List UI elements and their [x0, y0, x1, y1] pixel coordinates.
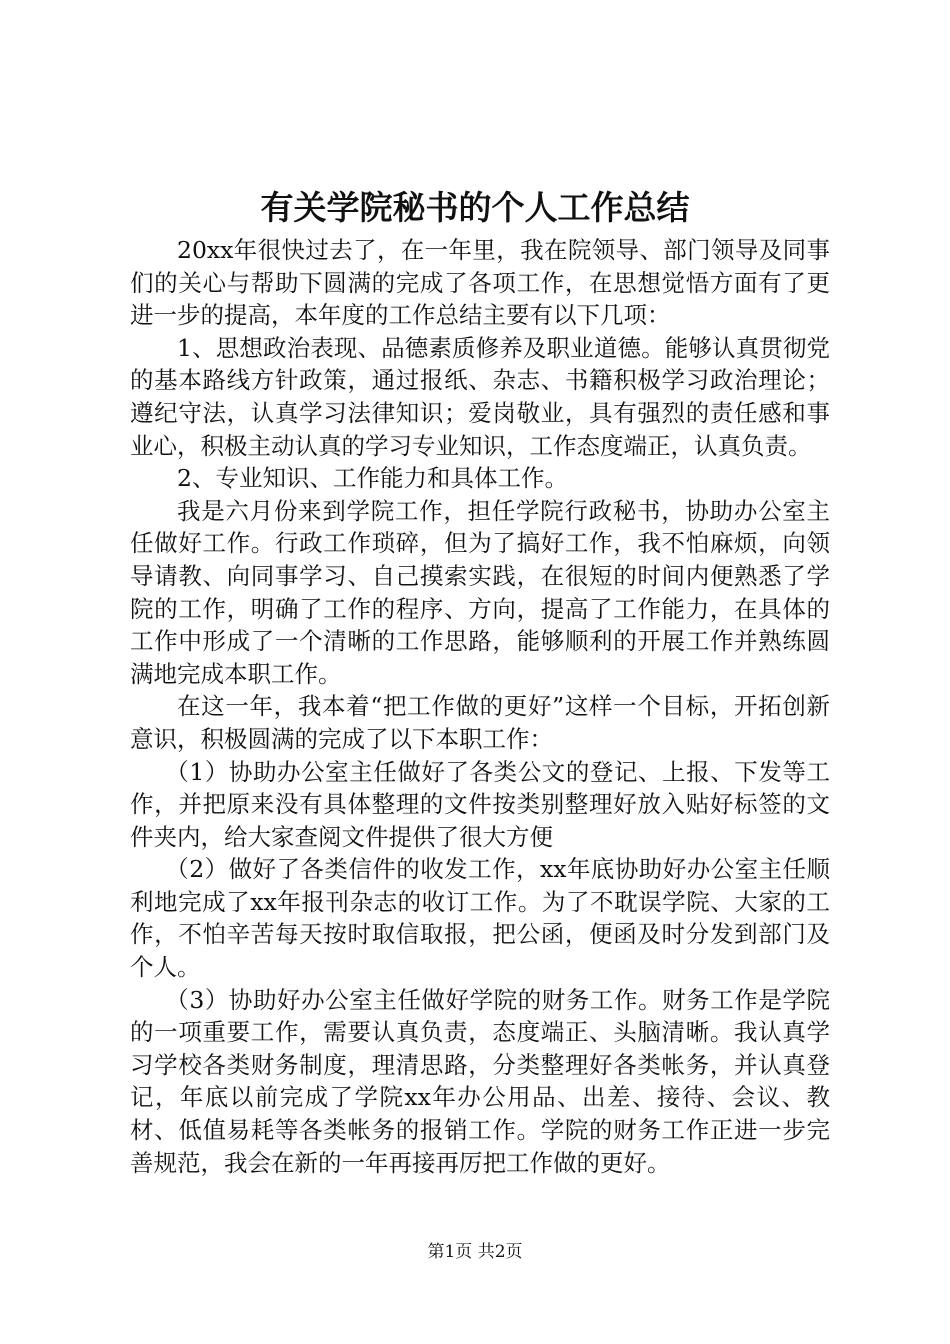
paragraph-intro: 20xx年很快过去了，在一年里，我在院领导、部门领导及同事们的关心与帮助下圆满的完成了各项工作，在思想觉悟方面有了更进一步的提高，本年度的工作总结主要有以下几项： — [130, 236, 830, 330]
document-title: 有关学院秘书的个人工作总结 — [260, 188, 690, 227]
paragraph-item-1: （1）协助办公室主任做好了各类公文的登记、上报、下发等工作，并把原来没有具体整理的文件按类别整理好放入贴好标签的文件夹内，给大家查阅文件提供了很大方便 — [130, 757, 830, 851]
document-body — [130, 234, 830, 1179]
page-number-footer: 第1页 共2页 — [427, 1242, 523, 1262]
paragraph-section-2-heading: 2、专业知识、工作能力和具体工作。 — [177, 464, 568, 493]
paragraph-goal: 在这一年，我本着“把工作做的更好”这样一个目标，开拓创新意识，积极圆满的完成了以下本职工作： — [130, 692, 830, 753]
paragraph-item-3: （3）协助好办公室主任做好学院的财务工作。财务工作是学院的一项重要工作，需要认真负责，态度端正、头脑清晰。我认真学习学校各类财务制度，理清思路，分类整理好各类帐务，并认真登记，年底以前完成了学院xx年办公用品、出差、接待、会议、教材、低值易耗等各类帐务的报销工作。学院的财务工作正进一步完善规范，我会在新的一年再接再厉把工作做的更好。 — [130, 985, 830, 1177]
paragraph-section-1: 1、思想政治表现、品德素质修养及职业道德。能够认真贯彻党的基本路线方针政策，通过报纸、杂志、书籍积极学习政治理论；遵纪守法，认真学习法律知识；爱岗敬业，具有强烈的责任感和事业心，积极主动认真的学习专业知识，工作态度端正，认真负责。 — [130, 333, 830, 460]
paragraph-work-description: 我是六月份来到学院工作，担任学院行政秘书，协助办公室主任做好工作。行政工作琐碎，但为了搞好工作，我不怕麻烦，向领导请教、向同事学习、自己摸索实践，在很短的时间内便熟悉了学院的工作，明确了工作的程序、方向，提高了工作能力，在具体的工作中形成了一个清晰的工作思路，能够顺利的开展工作并熟练圆满地完成本职工作。 — [130, 496, 830, 688]
paragraph-item-2: （2）做好了各类信件的收发工作，xx年底协助好办公室主任顺利地完成了xx年报刊杂志的收订工作。为了不耽误学院、大家的工作，不怕辛苦每天按时取信取报，把公函，便函及时分发到部门及个人。 — [130, 855, 830, 982]
